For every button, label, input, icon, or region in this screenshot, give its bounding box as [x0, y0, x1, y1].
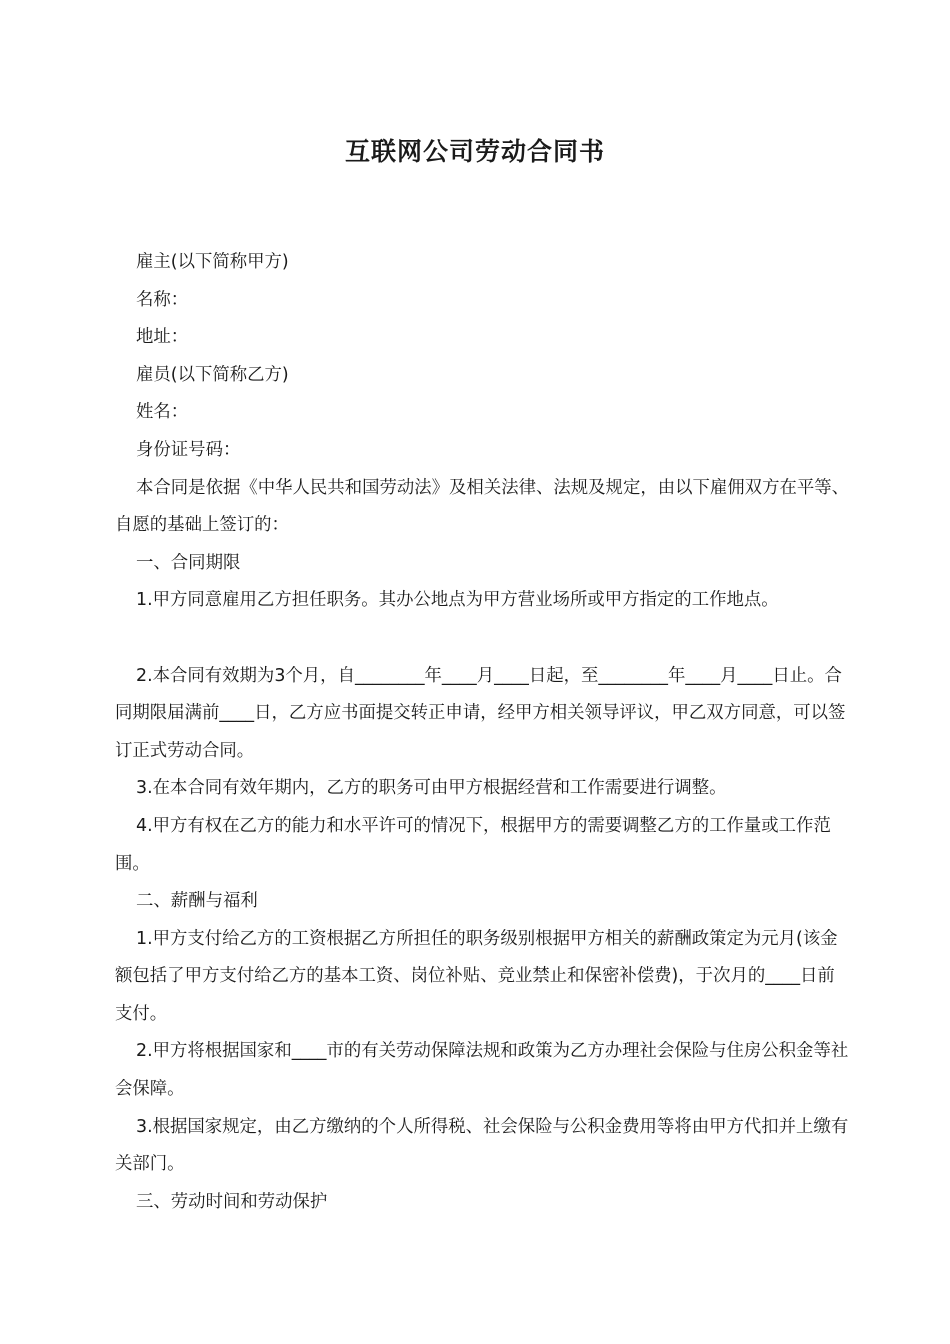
salary-clause-1: 1.甲方支付给乙方的工资根据乙方所担任的职务级别根据甲方相关的薪酬政策定为元月(该金额包括了甲方支付给乙方的基本工资、岗位补贴、竞业禁止和保密补偿费)，于次月的____日前支付。 [115, 928, 838, 1024]
employee-id-field: 身份证号码： [136, 439, 241, 460]
term-clause-3: 3.在本合同有效年期内，乙方的职务可由甲方根据经营和工作需要进行调整。 [136, 778, 727, 799]
term-clause-4: 4.甲方有权在乙方的能力和水平许可的情况下，根据甲方的需要调整乙方的工作量或工作范围。 [115, 815, 831, 874]
employer-name-field: 名称： [136, 289, 189, 310]
employer-heading: 雇主(以下简称甲方) [136, 252, 289, 272]
employee-heading: 雇员(以下简称乙方) [136, 364, 289, 385]
employee-name-field: 姓名： [136, 402, 189, 423]
blank-line [115, 620, 850, 658]
document-title: 互联网公司劳动合同书 [344, 137, 605, 166]
contract-preamble: 本合同是依据《中华人民共和国劳动法》及相关法律、法规及规定，由以下雇佣双方在平等、自愿的基础上签订的： [115, 477, 850, 536]
document-body [115, 244, 850, 1221]
section-heading-salary: 二、薪酬与福利 [136, 891, 258, 912]
term-clause-2: 2.本合同有效期为3个月，自________年____月____日起，至________年____月____日止。合同期限届满前____日，乙方应书面提交转正申请，经甲方相关领导评议，甲乙双方同意，可以签订正式劳动合同。 [115, 665, 846, 761]
employer-address-field: 地址： [136, 327, 189, 348]
section-heading-working-hours: 三、劳动时间和劳动保护 [136, 1191, 328, 1212]
section-heading-term: 一、合同期限 [136, 552, 241, 573]
term-clause-1: 1.甲方同意雇用乙方担任职务。其办公地点为甲方营业场所或甲方指定的工作地点。 [136, 590, 779, 611]
salary-clause-2: 2.甲方将根据国家和____市的有关劳动保障法规和政策为乙方办理社会保险与住房公积金等社会保障。 [115, 1041, 849, 1100]
salary-clause-3: 3.根据国家规定，由乙方缴纳的个人所得税、社会保险与公积金费用等将由甲方代扣并上缴有关部门。 [115, 1116, 849, 1175]
